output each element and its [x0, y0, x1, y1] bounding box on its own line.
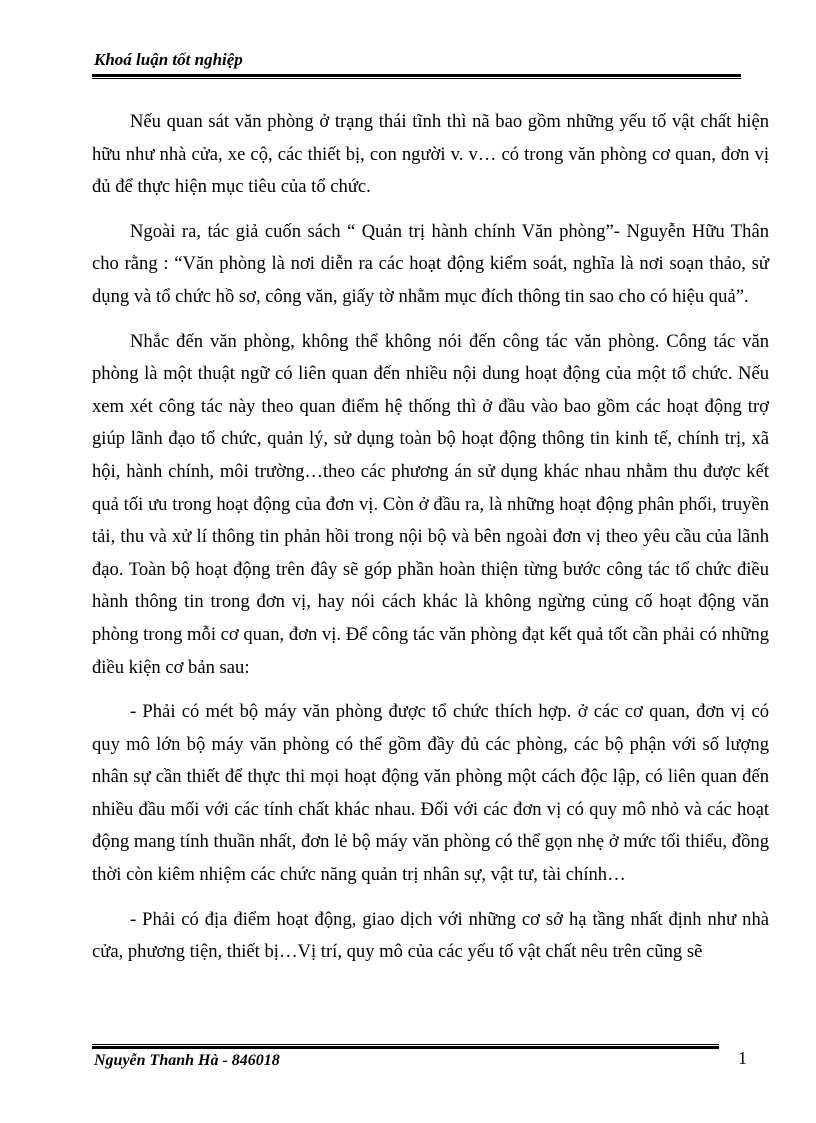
- header-divider: [92, 74, 741, 79]
- paragraph: Ngoài ra, tác giả cuốn sách “ Quản trị hành chính Văn phòng”- Nguyễn Hữu Thân cho rằng : “Văn phòng là nơi diễn ra các hoạt động kiểm soát, nghĩa là nơi soạn thảo, sử dụng và tổ chức hồ sơ, công văn, giấy tờ nhằm mục đích thông tin sao cho có hiệu quả”.: [92, 220, 769, 307]
- footer-author: Nguyễn Thanh Hà - 846018: [94, 1052, 280, 1069]
- paragraph: Nhắc đến văn phòng, không thể không nói đến công tác văn phòng. Công tác văn phòng là một thuật ngữ có liên quan đến nhiều nội dung hoạt động của một tổ chức. Nếu xem xét công tác này theo quan điểm hệ thống thì ở đầu vào bao gồm các hoạt động trợ giúp lãnh đạo tổ chức, quản lý, sử dụng toàn bộ hoạt động thông tin kinh tế, chính trị, xã hội, hành chính, môi trường…theo các phương án sử dụng khác nhau nhằm thu được kết quả tối ưu trong hoạt động của đơn vị. Còn ở đầu ra, là những hoạt động phân phối, truyền tải, thu và xử lí thông tin phản hồi trong nội bộ và bên ngoài đơn vị theo yêu cầu của lãnh đạo. Toàn bộ hoạt động trên đây sẽ góp phần hoàn thiện từng bước công tác tổ chức điều hành thông tin trong đơn vị, hay nói cách khác là không ngừng củng cố hoạt động văn phòng trong mỗi cơ quan, đơn vị. Để công tác văn phòng đạt kết quả tốt cần phải có những điều kiện cơ bản sau:: [92, 330, 769, 678]
- document-body: [92, 106, 769, 981]
- paragraph: - Phải có mét bộ máy văn phòng được tổ chức thích hợp. ở các cơ quan, đơn vị có quy mô lớn bộ máy văn phòng có thể gồm đầy đủ các phòng, các bộ phận với số lượng nhân sự cần thiết để thực thi mọi hoạt động văn phòng một cách độc lập, có liên quan đến nhiều đầu mối với các tính chất khác nhau. Đối với các đơn vị có quy mô nhỏ và các hoạt động mang tính thuần nhất, đơn lẻ bộ máy văn phòng có thể gọn nhẹ ở mức tối thiểu, đồng thời còn kiêm nhiệm các chức năng quản trị nhân sự, vật tư, tài chính…: [92, 701, 769, 886]
- paragraph: Nếu quan sát văn phòng ở trạng thái tĩnh thì nã bao gồm những yếu tố vật chất hiện hữu như nhà cửa, xe cộ, các thiết bị, con người v. v… có trong văn phòng cơ quan, đơn vị đủ để thực hiện mục tiêu của tổ chức.: [92, 111, 769, 198]
- footer-divider: [92, 1044, 719, 1049]
- running-header-title: Khoá luận tốt nghiệp: [94, 50, 243, 69]
- page-number: 1: [738, 1048, 747, 1068]
- paragraph: - Phải có địa điểm hoạt động, giao dịch với những cơ sở hạ tầng nhất định như nhà cửa, phương tiện, thiết bị…Vị trí, quy mô của các yếu tố vật chất nêu trên cũng sẽ: [92, 908, 769, 963]
